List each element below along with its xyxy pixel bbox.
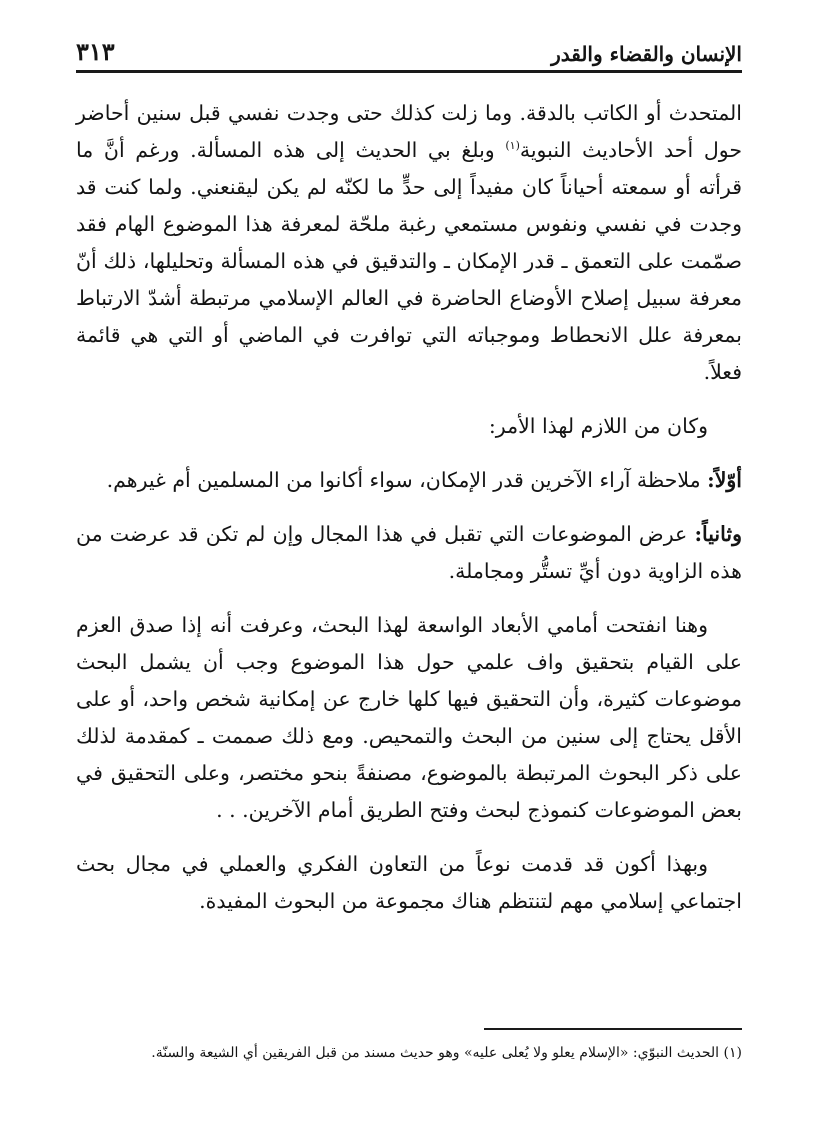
page-number: ٣١٣ — [76, 37, 115, 66]
footnote — [76, 1040, 742, 1066]
point-text-second: عرض الموضوعات التي تقبل في هذا المجال وإن لم تكن قد عرضت من هذه الزاوية دون أيِّ تستُّر ومجاملة. — [76, 522, 742, 583]
running-title: الإنسان والقضاء والقدر — [551, 42, 742, 66]
paragraph-second-point — [76, 516, 742, 590]
point-text-first: ملاحظة آراء الآخرين قدر الإمكان، سواء أكانوا من المسلمين أم غيرهم. — [106, 468, 708, 492]
paragraph-1-text-b: وبلغ بي الحديث إلى هذه المسألة. ورغم أنَّ ما قرأته أو سمعته أحياناً كان مفيداً إلى حدٍّ ما لكنّه لم يكن ليقنعني. ولما كنت قد وجدت في نفسي ونفوس مستمعي رغبة ملحّة لمعرفة هذا الموضوع الهام فقد صمّمت على التعمق ـ قدر الإمكان ـ والتدقيق في هذه المسألة وتحليلها، ذلك أنّ معرفة سبيل إصلاح الأوضاع الحاضرة في العالم الإسلامي مرتبطة أشدّ الارتباط بمعرفة علل الانحطاط وموجباته التي توافرت في الماضي أو التي هي قائمة فعلاً. — [76, 138, 742, 384]
paragraph-1 — [76, 95, 742, 391]
page-header — [76, 36, 742, 73]
point-lead-second: وثانياً: — [694, 522, 742, 546]
paragraph-2: وكان من اللازم لهذا الأمر: — [488, 414, 708, 438]
paragraph-1-text-a: المتحدث أو الكاتب بالدقة. وما زلت كذلك حتى وجدت نفسي قبل سنين أحاضر حول أحد الأحاديث النبوية — [76, 101, 742, 162]
footnote-separator — [484, 1028, 742, 1030]
paragraph-5: وهنا انفتحت أمامي الأبعاد الواسعة لهذا البحث، وعرفت أنه إذا صدق العزم على القيام بتحقيق واف علمي حول هذا الموضوع وجب أن يشمل البحث موضوعات كثيرة، وأن التحقيق فيها كلها خارج عن إمكانية شخص واحد، أو على الأقل يحتاج إلى سنين من البحث والتمحيص. ومع ذلك صممت ـ كمقدمة لذلك على ذكر البحوث المرتبطة بالموضوع، مصنفةً بنحو مختصر، وعلى التحقيق في بعض الموضوعات كنموذج لبحث وفتح الطريق أمام الآخرين. . . — [76, 613, 742, 822]
point-lead-first: أوّلاً: — [707, 468, 742, 492]
footnote-marker: (١) — [723, 1045, 742, 1061]
footnote-text: الحديث النبوّي: «الإسلام يعلو ولا يُعلى عليه» وهو حديث مسند من قبل الفريقين أي الشيعة والسنّة. — [151, 1045, 724, 1061]
paragraph-6: وبهذا أكون قد قدمت نوعاً من التعاون الفكري والعملي في مجال بحث اجتماعي إسلامي مهم لتنتظم هناك مجموعة من البحوث المفيدة. — [76, 852, 742, 913]
page-body — [76, 95, 742, 920]
footnote-ref: (١) — [505, 139, 520, 153]
paragraph-first-point — [76, 462, 742, 499]
